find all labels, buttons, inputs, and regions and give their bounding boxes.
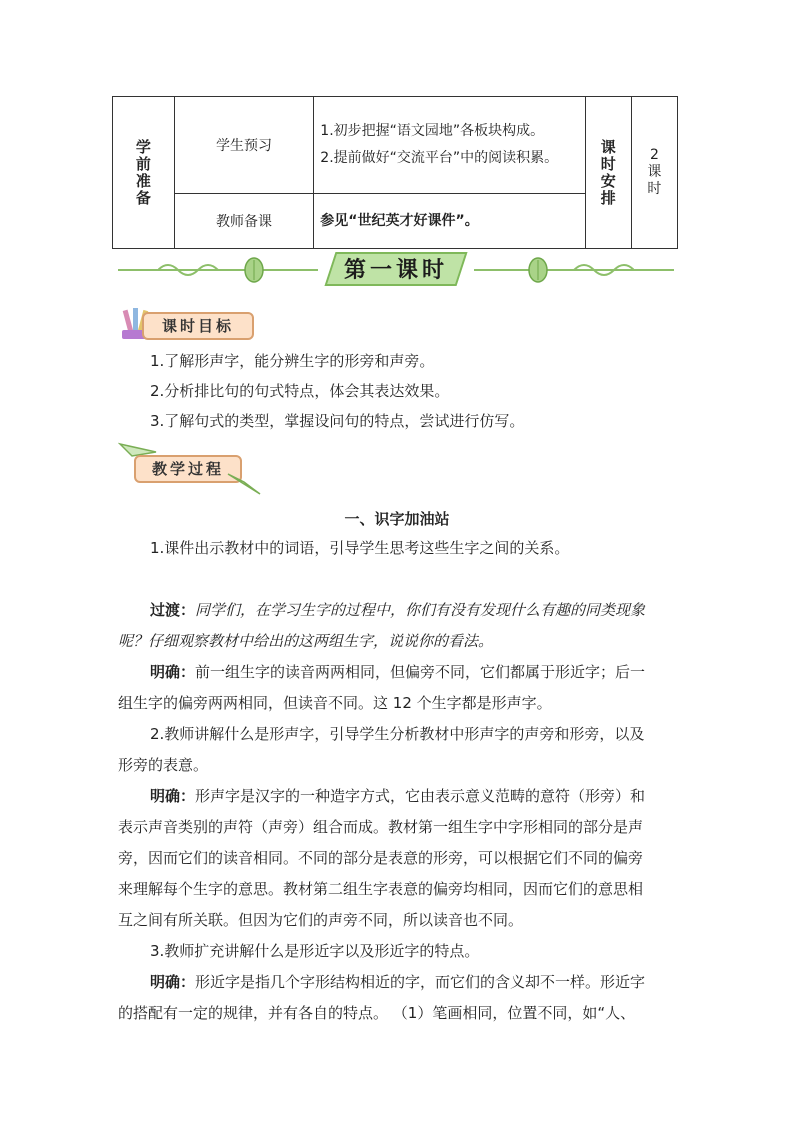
- transition-line-2: 呢？仔细观察教材中给出的这两组生字，说说你的看法。: [118, 632, 494, 650]
- vertical-char: 排: [600, 188, 616, 207]
- vertical-char: 备: [135, 188, 151, 207]
- clarify3-text-1: 形近字是指几个字形结构相近的字，而它们的含义却不一样。形近字: [195, 973, 646, 991]
- paper-plane-small-icon: [226, 472, 262, 498]
- transition-line-1: [150, 600, 645, 620]
- clarify2-line-1: [150, 786, 645, 806]
- student-item-1: 1.初步把握“语文园地”各板块构成。: [320, 123, 545, 139]
- lesson-banner: [118, 250, 674, 290]
- section-title: 一、识字加油站: [344, 510, 450, 528]
- clarify3-label: 明确：: [150, 973, 196, 991]
- teacher-content: 参见“世纪英才好课件”。: [314, 194, 585, 249]
- section-label: [113, 139, 174, 207]
- clarify2-line-4: 来理解每个生字的意思。教材第二组生字表意的偏旁均相同，因而它们的意思相: [118, 880, 644, 898]
- vertical-char: 安: [600, 171, 616, 190]
- vertical-char: 时: [600, 154, 616, 173]
- student-preview-label: 学生预习: [174, 97, 314, 194]
- clarify1-text-1: 前一组生字的读音两两相同，但偏旁不同，它们都属于形近字；后一: [195, 663, 646, 681]
- clarify2-line-2: 表示声音类别的声符（声旁）组合而成。教材第一组生字中字形相同的部分是声: [118, 818, 644, 836]
- vertical-char: 课: [647, 164, 662, 180]
- vertical-char: 学: [135, 137, 151, 156]
- step-2-line-2: 形旁的表意。: [118, 756, 209, 774]
- process-tag: 教学过程: [134, 455, 242, 483]
- prep-table: [112, 96, 678, 249]
- transition-label: 过渡：: [150, 601, 196, 619]
- student-preview-content: [314, 97, 585, 194]
- vertical-char: 课: [600, 137, 616, 156]
- clarify3-line-2: 的搭配有一定的规律，并有各自的特点。 （1）笔画相同，位置不同，如“人、: [118, 1004, 636, 1022]
- step-1: 1.课件出示教材中的词语，引导学生思考这些生字之间的关系。: [150, 539, 570, 557]
- clarify2-text-1: 形声字是汉字的一种造字方式，它由表示意义范畴的意符（形旁）和: [195, 787, 646, 805]
- schedule-label: [586, 139, 631, 207]
- goal-1: 1.了解形声字，能分辨生字的形旁和声旁。: [150, 352, 435, 370]
- clarify2-line-3: 旁，因而它们的读音相同。不同的部分是表意的形旁，可以根据它们不同的偏旁: [118, 849, 644, 867]
- clarify3-line-1: [150, 972, 645, 992]
- vine-right-icon: [514, 256, 634, 284]
- clarify1-line-1: [150, 662, 645, 682]
- vertical-char: 准: [135, 171, 151, 190]
- schedule-value: [632, 147, 677, 198]
- clarify1-label: 明确：: [150, 663, 196, 681]
- vertical-char: 2: [649, 147, 659, 163]
- vertical-char: 时: [647, 181, 662, 197]
- section-label-cell: [113, 97, 175, 249]
- goal-2: 2.分析排比句的句式特点，体会其表达效果。: [150, 382, 450, 400]
- vertical-char: 前: [135, 154, 151, 173]
- clarify2-label: 明确：: [150, 787, 196, 805]
- step-3: 3.教师扩充讲解什么是形近字以及形近字的特点。: [150, 942, 480, 960]
- teacher-label: 教师备课: [174, 194, 314, 249]
- clarify1-line-2: 组生字的偏旁两两相同，但读音不同。这 12 个生字都是形声字。: [118, 694, 552, 712]
- transition-text-1: 同学们，在学习生字的过程中，你们有没有发现什么有趣的同类现象: [195, 601, 646, 619]
- step-2-line-1: 2.教师讲解什么是形声字，引导学生分析教材中形声字的声旁和形旁，以及: [150, 725, 645, 743]
- clarify2-line-5: 互之间有所关联。但因为它们的声旁不同，所以读音也不同。: [118, 911, 524, 929]
- vine-left-icon: [158, 256, 278, 284]
- schedule-value-cell: [631, 97, 677, 249]
- schedule-label-cell: [585, 97, 631, 249]
- banner-title: 第一课时: [343, 257, 448, 283]
- goal-3: 3.了解句式的类型，掌握设问句的特点，尝试进行仿写。: [150, 412, 525, 430]
- student-item-2: 2.提前做好“交流平台”中的阅读积累。: [320, 150, 559, 166]
- goals-tag: 课时目标: [142, 312, 254, 340]
